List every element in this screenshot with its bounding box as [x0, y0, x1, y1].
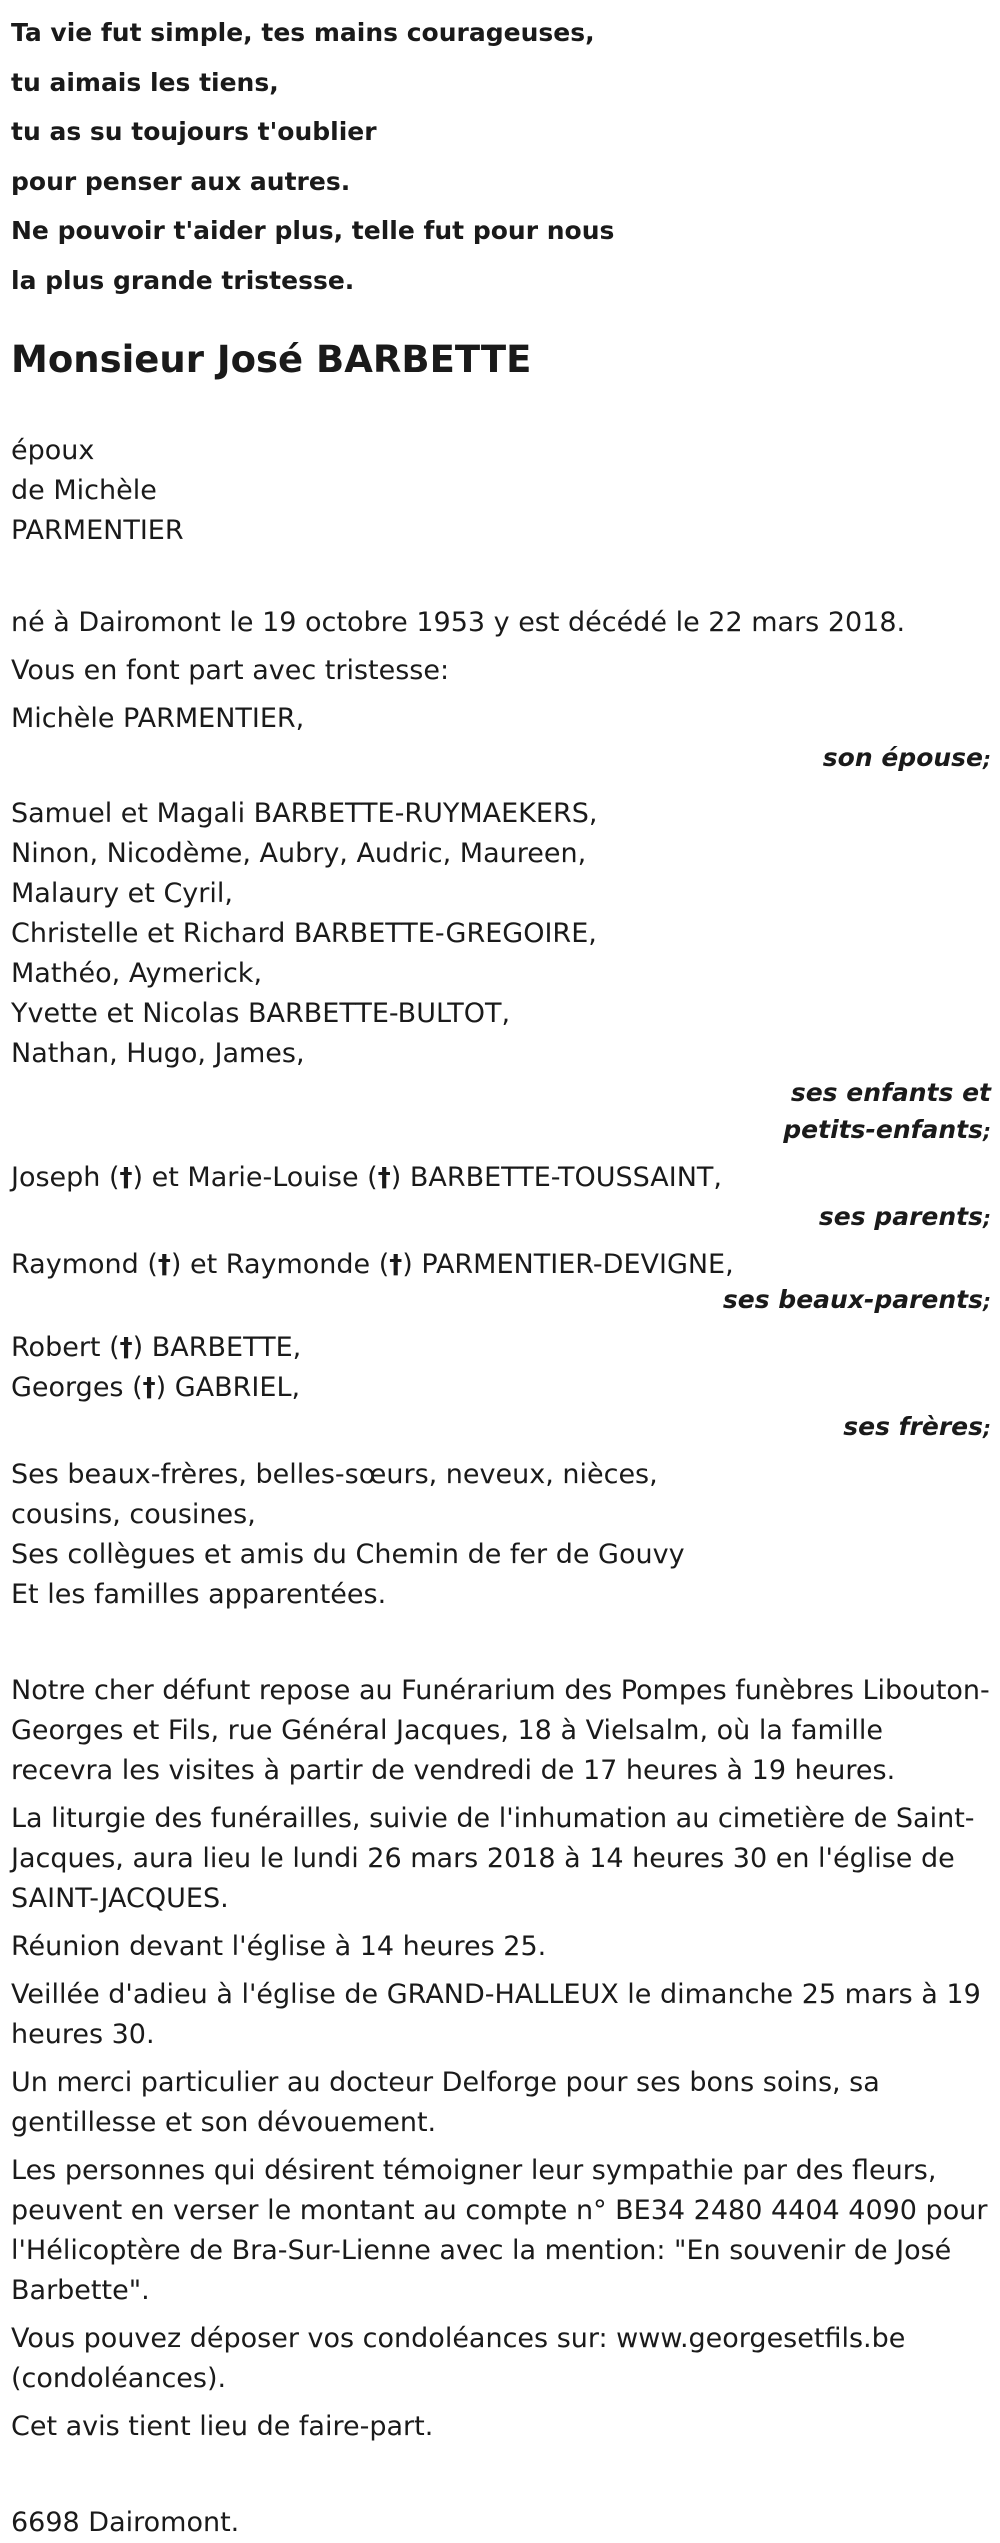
poem-line: tu aimais les tiens,	[11, 67, 279, 97]
family-member: Ses collègues et amis du Chemin de fer de Gouvy	[11, 1539, 685, 1570]
cross-icon: †	[119, 1163, 133, 1193]
family-member: Joseph (†) et Marie-Louise (†) BARBETTE-TOUSSAINT,	[11, 1162, 723, 1193]
cross-icon: †	[142, 1373, 156, 1403]
obituary-notice	[11, 0, 991, 2543]
deceased-name: Monsieur José BARBETTE	[11, 338, 532, 381]
family-member: Malaury et Cyril,	[11, 878, 233, 909]
family-spouse	[11, 699, 991, 778]
spouse-line: époux	[11, 435, 95, 466]
funeral-paragraph: Les personnes qui désirent témoigner leur sympathie par des fleurs, peuvent en verser le montant au compte n° BE34 2480 4404 4090 pour l'Hélicoptère de Bra-Sur-Lienne avec la mention: "En souvenir de José Barbette".	[11, 2155, 988, 2306]
funeral-paragraph: Vous pouvez déposer vos condoléances sur: www.georgesetfils.be (condoléances).	[11, 2323, 906, 2394]
funeral-paragraph: Un merci particulier au docteur Delforge pour ses bons soins, sa gentillesse et son dévouement.	[11, 2067, 880, 2138]
family-member: Raymond (†) et Raymonde (†) PARMENTIER-DEVIGNE,	[11, 1249, 734, 1280]
family-member: Samuel et Magali BARBETTE-RUYMAEKERS,	[11, 798, 598, 829]
relation-label: ses beaux-parents;	[722, 1285, 991, 1314]
funeral-paragraph: Réunion devant l'église à 14 heures 25.	[11, 1931, 547, 1962]
family-others	[11, 1455, 991, 1615]
family-member: Robert (†) BARBETTE,	[11, 1332, 302, 1363]
address: 6698 Dairomont.	[11, 2507, 240, 2538]
relation-label: petits-enfants;	[783, 1115, 991, 1144]
family-member: Mathéo, Aymerick,	[11, 958, 263, 989]
poem	[11, 8, 991, 305]
cross-icon: †	[377, 1163, 391, 1193]
cross-icon: †	[157, 1250, 171, 1280]
family-spouse-name: Michèle PARMENTIER,	[11, 703, 305, 734]
poem-line: Ne pouvoir t'aider plus, telle fut pour nous	[11, 216, 615, 245]
family-parents	[11, 1158, 991, 1237]
funeral-paragraph: Veillée d'adieu à l'église de GRAND-HALLEUX le dimanche 25 mars à 19 heures 30.	[11, 1979, 981, 2050]
relation-label: son épouse;	[822, 743, 991, 772]
birth-death-info: né à Dairomont le 19 octobre 1953 y est décédé le 22 mars 2018.	[11, 607, 906, 638]
poem-line: tu as su toujours t'oublier	[11, 117, 377, 146]
funeral-paragraph: Cet avis tient lieu de faire-part.	[11, 2411, 434, 2442]
family-member: Ses beaux-frères, belles-sœurs, neveux, nièces,	[11, 1459, 658, 1490]
relation-label: ses enfants et	[790, 1078, 991, 1107]
poem-line: la plus grande tristesse.	[11, 265, 355, 295]
family-brothers	[11, 1328, 991, 1447]
family-member: Georges (†) GABRIEL,	[11, 1372, 301, 1403]
spouse-line: PARMENTIER	[11, 515, 184, 546]
family-member: Christelle et Richard BARBETTE-GREGOIRE,	[11, 918, 597, 949]
funeral-paragraph: La liturgie des funérailles, suivie de l'inhumation au cimetière de Saint-Jacques, aura lieu le lundi 26 mars 2018 à 14 heures 30 en l'église de SAINT-JACQUES.	[11, 1803, 975, 1914]
family-member: Yvette et Nicolas BARBETTE-BULTOT,	[11, 998, 511, 1029]
family-in-laws	[11, 1245, 991, 1320]
poem-line: pour penser aux autres.	[11, 166, 351, 196]
relation-label: ses frères;	[843, 1412, 991, 1441]
family-children	[11, 794, 991, 1150]
funeral-paragraph: Notre cher défunt repose au Funérarium des Pompes funèbres Libouton-Georges et Fils, rue Général Jacques, 18 à Vielsalm, où la famille recevra les visites à partir de vendredi de 17 heures à 19 heures.	[11, 1675, 990, 1786]
cross-icon: †	[119, 1333, 133, 1363]
family-member: Nathan, Hugo, James,	[11, 1038, 305, 1069]
spouse-info	[11, 431, 991, 551]
family-member: Et les familles apparentées.	[11, 1579, 387, 1610]
family-member: Ninon, Nicodème, Aubry, Audric, Maureen,	[11, 838, 587, 869]
poem-line: Ta vie fut simple, tes mains courageuses,	[11, 18, 595, 47]
relation-label: ses parents;	[818, 1202, 991, 1231]
funeral-details	[11, 1671, 991, 2447]
cross-icon: †	[389, 1250, 403, 1280]
spouse-line: de Michèle	[11, 475, 157, 506]
announcement-intro: Vous en font part avec tristesse:	[11, 655, 450, 686]
family-member: cousins, cousines,	[11, 1499, 256, 1530]
